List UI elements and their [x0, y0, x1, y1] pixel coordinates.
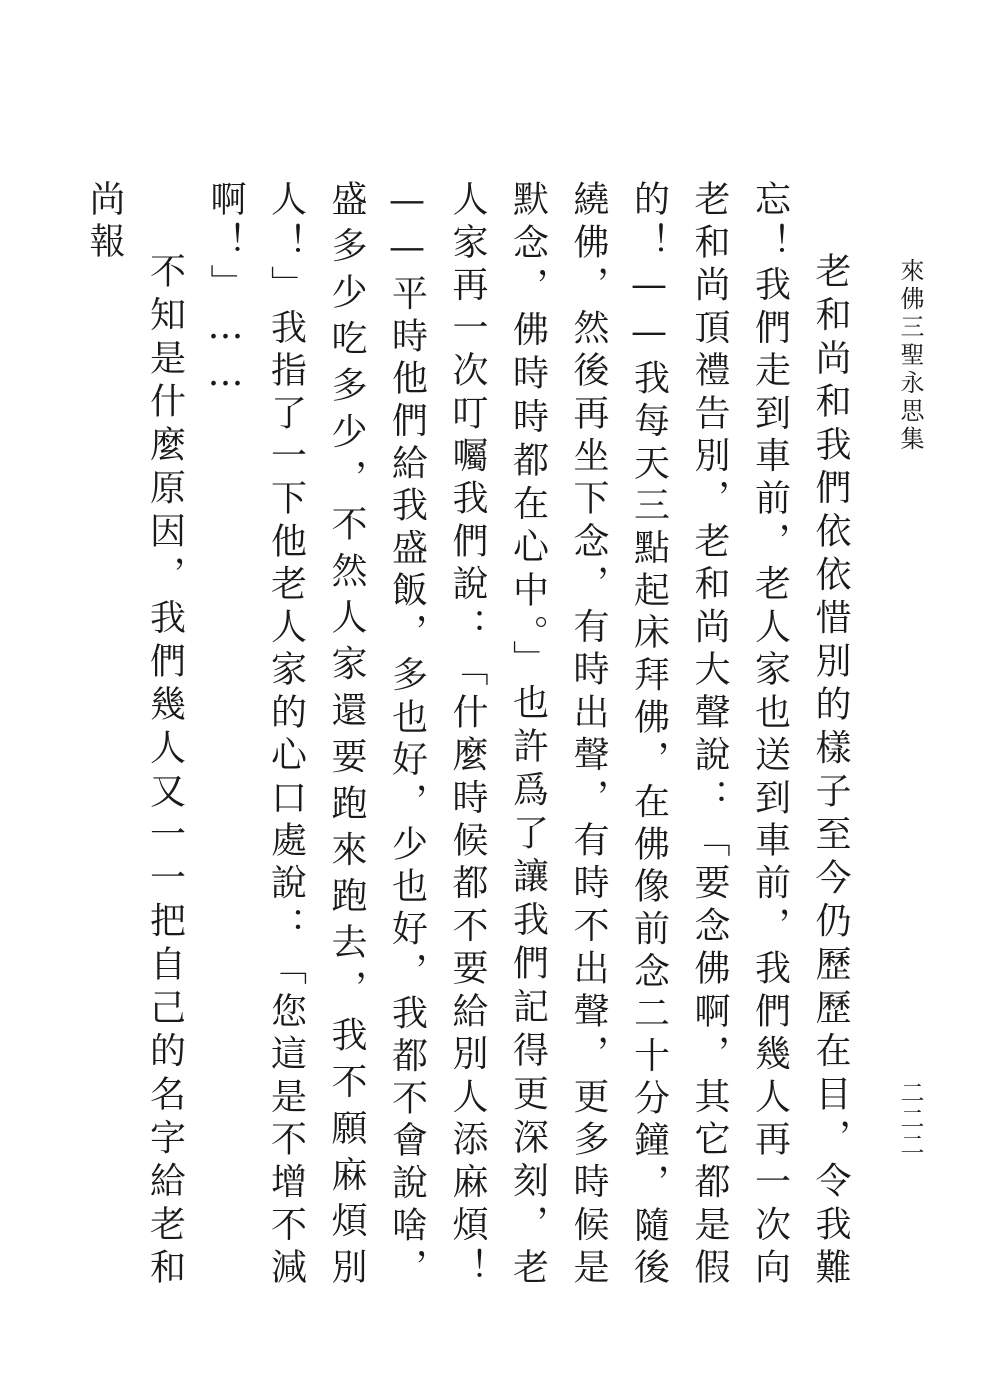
running-header-book-title: 來佛三聖永思集 — [896, 258, 924, 454]
body-text — [84, 180, 860, 1290]
paragraph-2: 不知是什麼原因，我們幾人又一一把自己的名字給老和尚報 — [84, 180, 186, 1290]
paragraph-1: 老和尚和我們依依惜別的樣子至今仍歷歷在目，令我難忘！我們走到車前，老人家也送到車前，我們幾人再一次向老和尚頂禮告別，老和尚大聲說：「要念佛啊，其它都是假的！——我每天三點起床拜佛，在佛像前念二十分鐘，隨後繞佛，然後再坐下念，有時出聲，有時不出聲，更多時候是默念，佛時時都在心中。」也許爲了讓我們記得更深刻，老人家再一次叮囑我們說：「什麼時候都不要給別人添麻煩！——平時他們給我盛飯，多也好，少也好，我都不會說啥，盛多少吃多少，不然人家還要跑來跑去，我不願麻煩別人！」我指了一下他老人家的心口處說：「您這是不增不減啊！」…… — [205, 180, 851, 1290]
page-number: 二二二 — [896, 1080, 924, 1158]
